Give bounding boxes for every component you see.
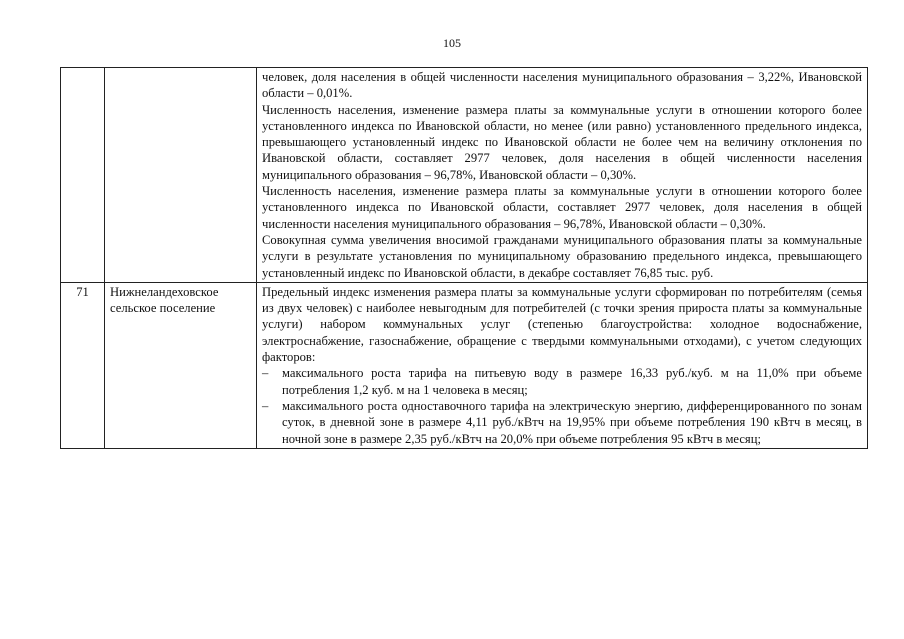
document-table bbox=[60, 67, 868, 449]
list-item-text: максимального роста одноставочного тарифа на электрическую энергию, дифференцированного по зонам суток, в дневной зоне в размере 4,11 руб./кВтч на 19,95% при объеме потребления 190 кВтч в месяц, в ночной зоне в размере 2,35 руб./кВтч на 20,0% при объеме потребления 95 кВтч в месяц; bbox=[282, 398, 862, 446]
row-number-cell: 71 bbox=[61, 282, 105, 448]
paragraph: Совокупная сумма увеличения вносимой гражданами муниципального образования платы за коммунальные услуги в результате установления по муниципальному образованию предельного индекса, превышающего установленный индекс по Ивановской области, в декабре составляет 76,85 тыс. руб. bbox=[262, 232, 862, 280]
paragraph: Численность населения, изменение размера платы за коммунальные услуги в отношении которого более установленного индекса по Ивановской области, но менее (или равно) установленного предельного индекса, превышающего установленный индекс по Ивановской области не более чем на величину отклонения по Ивановской области, составляет 2977 человек, доля населения в общей численности населения муниципального образования – 96,78%, Ивановской области – 0,30%. bbox=[262, 102, 862, 182]
bullet-dash: – bbox=[262, 366, 269, 381]
bullet-dash: – bbox=[262, 398, 269, 413]
description-cell bbox=[257, 68, 868, 283]
list-item-text: максимального роста тарифа на питьевую воду в размере 16,33 руб./куб. м на 11,0% при объеме потребления 1,2 куб. м на 1 человека в месяц; bbox=[282, 366, 862, 397]
paragraph: человек, доля населения в общей численности населения муниципального образования – 3,22%, Ивановской области – 0,01%. bbox=[262, 70, 862, 101]
list-item bbox=[262, 398, 862, 447]
description-cell bbox=[257, 282, 868, 448]
municipality-name-cell: Нижнеландеховское сельское поселение bbox=[105, 282, 257, 448]
table-row bbox=[61, 68, 868, 283]
municipality-name-cell bbox=[105, 68, 257, 283]
row-number-cell bbox=[61, 68, 105, 283]
paragraph: Численность населения, изменение размера платы за коммунальные услуги в отношении которого более установленного индекса по Ивановской области, составляет 2977 человек, доля населения в общей численности населения муниципального образования – 96,78%, Ивановской области – 0,30%. bbox=[262, 184, 862, 231]
table-row bbox=[61, 282, 868, 448]
list-item bbox=[262, 365, 862, 398]
paragraph: Предельный индекс изменения размера платы за коммунальные услуги сформирован по потребителям (семья из двух человек) с наиболее невыгодным для потребителей (с точки зрения прироста платы за коммунальные услуги) набором коммунальных услуг (степенью благоустройства: холодное водоснабжение, электроснабжение, газоснабжение, обращение с твердыми коммунальными отходами), с учетом следующих факторов: bbox=[262, 284, 862, 365]
page-number: 105 bbox=[443, 36, 461, 50]
